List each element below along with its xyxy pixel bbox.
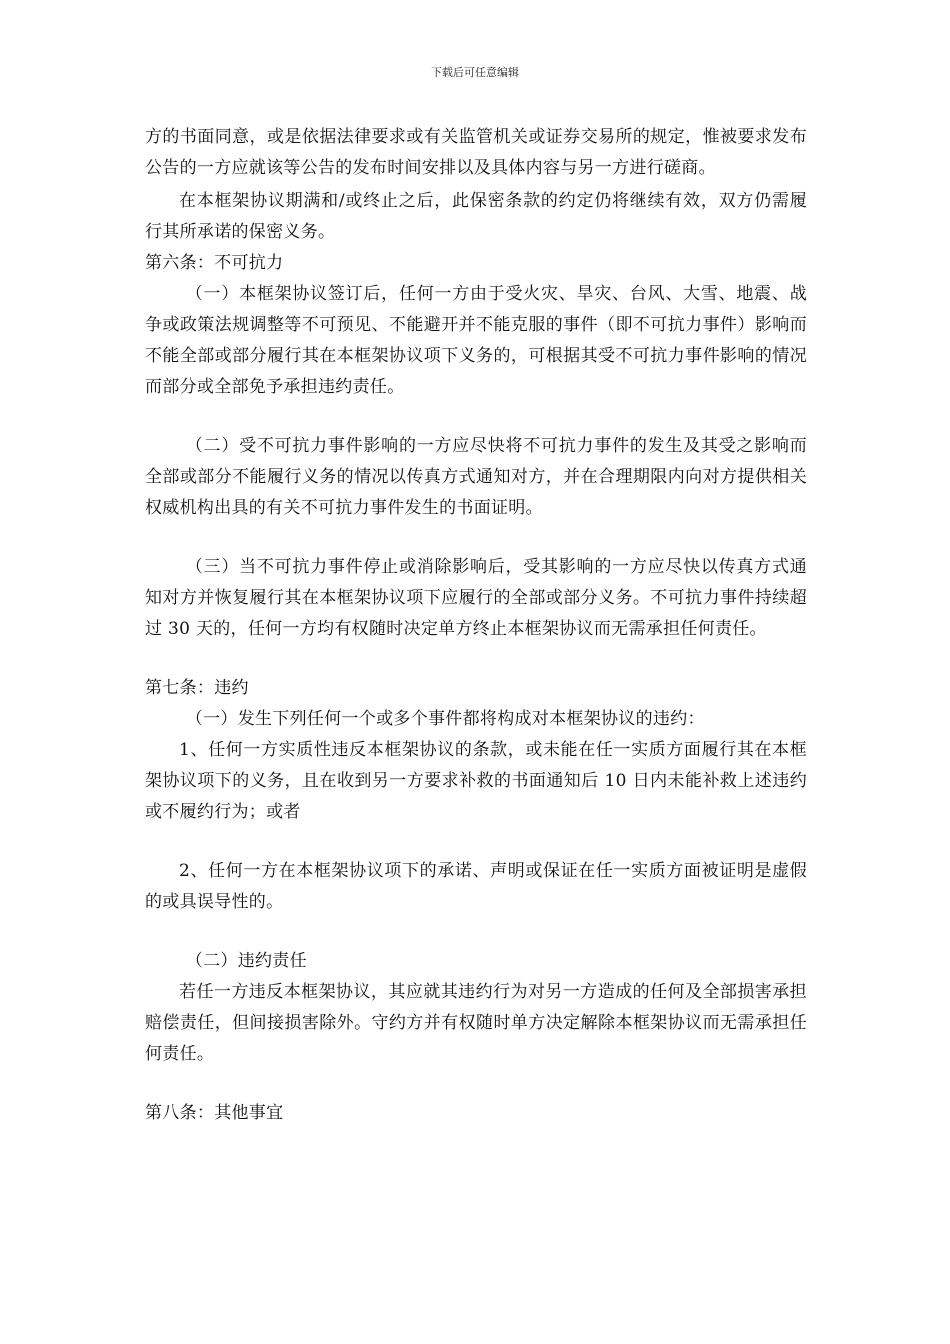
paragraph-confidentiality-cont: 方的书面同意，或是依据法律要求或有关监管机关或证券交易所的规定，惟被要求发布公告的一方应就该等公告的发布时间安排以及具体内容与另一方进行磋商。	[145, 127, 807, 178]
paragraph-confidentiality-survival: 在本框架协议期满和/或终止之后，此保密条款的约定仍将继续有效，双方仍需履行其所承诺的保密义务。	[145, 191, 807, 242]
page-header: 下载后可任意编辑	[431, 66, 519, 79]
paragraph-breach-item-1: 1、任何一方实质性违反本框架协议的条款，或未能在任一实质方面履行其在本框架协议项下的义务，且在收到另一方要求补救的书面通知后 10 日内未能补救上述违约或不履约行为；或者	[145, 740, 807, 822]
heading-article-8: 第八条：其他事宜	[145, 1103, 284, 1123]
paragraph-breach-events: （一）发生下列任何一个或多个事件都将构成对本框架协议的违约：	[185, 709, 705, 729]
paragraph-force-majeure-1: （一）本框架协议签订后，任何一方由于受火灾、旱灾、台风、大雪、地震、战争或政策法规调整等不可预见、不能避开并不能克服的事件（即不可抗力事件）影响而不能全部或部分履行其在本框架协议项下义务的，可根据其受不可抗力事件影响的情况而部分或全部免予承担违约责任。	[145, 284, 807, 397]
paragraph-breach-liability-heading: （二）违约责任	[185, 951, 307, 971]
paragraph-breach-item-2: 2、任何一方在本框架协议项下的承诺、声明或保证在任一实质方面被证明是虚假的或具误导性的。	[145, 861, 807, 912]
heading-article-6: 第六条：不可抗力	[145, 253, 284, 273]
heading-article-7: 第七条：违约	[145, 678, 249, 698]
paragraph-breach-liability: 若任一方违反本框架协议，其应就其违约行为对另一方造成的任何及全部损害承担赔偿责任，但间接损害除外。守约方并有权随时单方决定解除本框架协议而无需承担任何责任。	[145, 982, 807, 1064]
paragraph-force-majeure-2: （二）受不可抗力事件影响的一方应尽快将不可抗力事件的发生及其受之影响而全部或部分不能履行义务的情况以传真方式通知对方，并在合理期限内向对方提供相关权威机构出具的有关不可抗力事件发生的书面证明。	[145, 436, 807, 518]
paragraph-force-majeure-3: （三）当不可抗力事件停止或消除影响后，受其影响的一方应尽快以传真方式通知对方并恢复履行其在本框架协议项下应履行的全部或部分义务。不可抗力事件持续超过 30 天的，任何一方均有权随时决定单方终止本框架协议而无需承担任何责任。	[145, 557, 807, 639]
document-body	[145, 122, 807, 1129]
